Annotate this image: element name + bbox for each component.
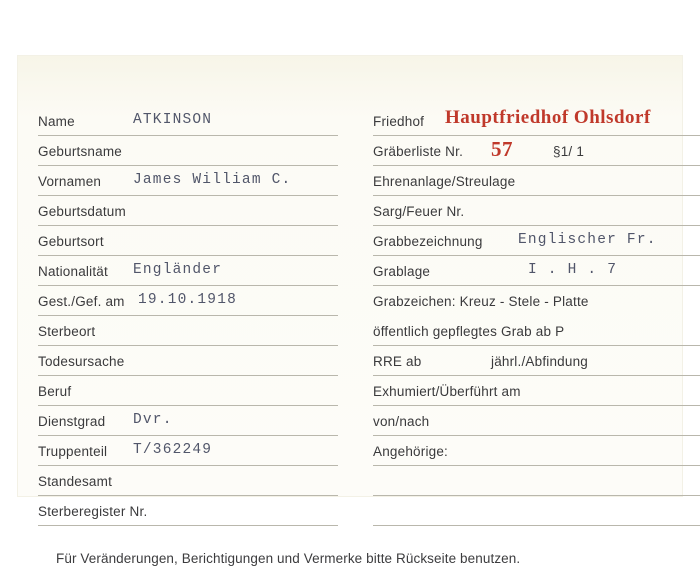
- field-label-grabzeichen: Grabzeichen: Kreuz - Stele - Platte: [373, 294, 589, 309]
- field-rule: [38, 465, 338, 466]
- field-value-dienstgrad: Dvr.: [133, 412, 173, 428]
- field-rule: [38, 375, 338, 376]
- field-label-nationalitaet: Nationalität: [38, 264, 108, 279]
- field-label-grabbezeichnung: Grabbezeichnung: [373, 234, 483, 249]
- field-rule: [373, 345, 700, 346]
- field-row-exhumiert: [373, 381, 673, 411]
- field-rule: [38, 195, 338, 196]
- field-row-friedhof: [373, 107, 673, 141]
- field-value-nationalitaet: Engländer: [133, 262, 223, 278]
- field-row-todesursache: [38, 351, 338, 381]
- field-row-grabzeichen: [373, 291, 673, 321]
- field-label-beruf: Beruf: [38, 384, 72, 399]
- field-row-von-nach: [373, 411, 673, 441]
- field-rule: [38, 165, 338, 166]
- card-surface: [18, 56, 682, 566]
- field-rule: [373, 225, 700, 226]
- field-rule: [38, 345, 338, 346]
- field-row-standesamt: [38, 471, 338, 501]
- field-rule: [373, 375, 700, 376]
- field-label-dienstgrad: Dienstgrad: [38, 414, 106, 429]
- field-label-todesursache: Todesursache: [38, 354, 125, 369]
- field-rule: [38, 255, 338, 256]
- field-label-rre-ab: RRE ab: [373, 354, 422, 369]
- field-rule: [373, 285, 700, 286]
- field-row-vornamen: [38, 171, 338, 201]
- field-row-rre-ab: [373, 351, 673, 381]
- field-rule: [38, 135, 338, 136]
- field-label-sarg-feuer-nr: Sarg/Feuer Nr.: [373, 204, 465, 219]
- field-rule: [38, 285, 338, 286]
- field-rule: [38, 225, 338, 226]
- field-rule: [373, 255, 700, 256]
- field-label-von-nach: von/nach: [373, 414, 430, 429]
- field-label-ehrenanlage: Ehrenanlage/Streulage: [373, 174, 516, 189]
- field-label-grablage: Grablage: [373, 264, 431, 279]
- field-label-geburtsort: Geburtsort: [38, 234, 104, 249]
- field-rule: [373, 405, 700, 406]
- right-field-column: [373, 107, 673, 531]
- field-value-vornamen: James William C.: [133, 172, 292, 188]
- field-label-angehoerige: Angehörige:: [373, 444, 449, 459]
- field-value-friedhof: Hauptfriedhof Ohlsdorf: [445, 107, 651, 128]
- field-label-sterberegister-nr: Sterberegister Nr.: [38, 504, 148, 519]
- field-rule: [373, 195, 700, 196]
- field-label-name: Name: [38, 114, 75, 129]
- field-row-dienstgrad: [38, 411, 338, 441]
- field-value-grabbezeichnung: Englischer Fr.: [518, 232, 657, 248]
- left-field-column: [38, 111, 338, 531]
- field-label-standesamt: Standesamt: [38, 474, 113, 489]
- field-label-sterbeort: Sterbeort: [38, 324, 96, 339]
- field-row-sterbeort: [38, 321, 338, 351]
- footer-note: Für Veränderungen, Berichtigungen und Vermerke bitte Rückseite benutzen.: [56, 551, 521, 566]
- field-rule: [38, 435, 338, 436]
- field-row-grablage: [373, 261, 673, 291]
- field-value-truppenteil: T/362249: [133, 442, 213, 458]
- field-label-paragraph: §1/ 1: [553, 144, 585, 159]
- field-row-sarg-feuer-nr: [373, 201, 673, 231]
- field-rule: [373, 435, 700, 436]
- field-rule: [373, 465, 700, 466]
- field-label-jaehrlich-abfindung: jährl./Abfindung: [491, 354, 589, 369]
- field-value-grablage: I . H . 7: [528, 262, 618, 278]
- field-row-oeffentlich-gepflegt: [373, 321, 673, 351]
- field-row-angehoerige-extra-1: [373, 471, 673, 501]
- field-row-gestorben-am: [38, 291, 338, 321]
- field-label-geburtsdatum: Geburtsdatum: [38, 204, 126, 219]
- field-row-geburtsdatum: [38, 201, 338, 231]
- index-card: [18, 56, 682, 566]
- field-label-gestorben-am: Gest./Gef. am: [38, 294, 125, 309]
- field-rule: [373, 525, 700, 526]
- field-row-geburtsname: [38, 141, 338, 171]
- field-row-graeberliste-nr: [373, 137, 673, 171]
- field-value-gestorben-am: 19.10.1918: [138, 292, 238, 308]
- field-rule: [38, 405, 338, 406]
- field-value-graeberliste-nr: 57: [491, 137, 513, 161]
- field-row-nationalitaet: [38, 261, 338, 291]
- field-row-sterberegister-nr: [38, 501, 338, 531]
- field-row-name: [38, 111, 338, 141]
- field-label-graeberliste-nr: Gräberliste Nr.: [373, 144, 464, 159]
- field-label-exhumiert: Exhumiert/Überführt am: [373, 384, 521, 399]
- field-label-geburtsname: Geburtsname: [38, 144, 122, 159]
- field-row-grabbezeichnung: [373, 231, 673, 261]
- field-rule: [373, 135, 700, 136]
- field-rule: [38, 495, 338, 496]
- field-rule: [38, 525, 338, 526]
- field-rule: [373, 495, 700, 496]
- field-row-beruf: [38, 381, 338, 411]
- field-rule: [38, 315, 338, 316]
- field-label-friedhof: Friedhof: [373, 114, 425, 129]
- field-row-ehrenanlage: [373, 171, 673, 201]
- field-rule: [373, 165, 700, 166]
- field-row-angehoerige: [373, 441, 673, 471]
- field-label-vornamen: Vornamen: [38, 174, 102, 189]
- field-row-geburtsort: [38, 231, 338, 261]
- field-label-truppenteil: Truppenteil: [38, 444, 108, 459]
- field-row-truppenteil: [38, 441, 338, 471]
- field-row-angehoerige-extra-2: [373, 501, 673, 531]
- field-value-name: ATKINSON: [133, 112, 213, 128]
- field-label-oeffentlich-gepflegt: öffentlich gepflegtes Grab ab P: [373, 324, 565, 339]
